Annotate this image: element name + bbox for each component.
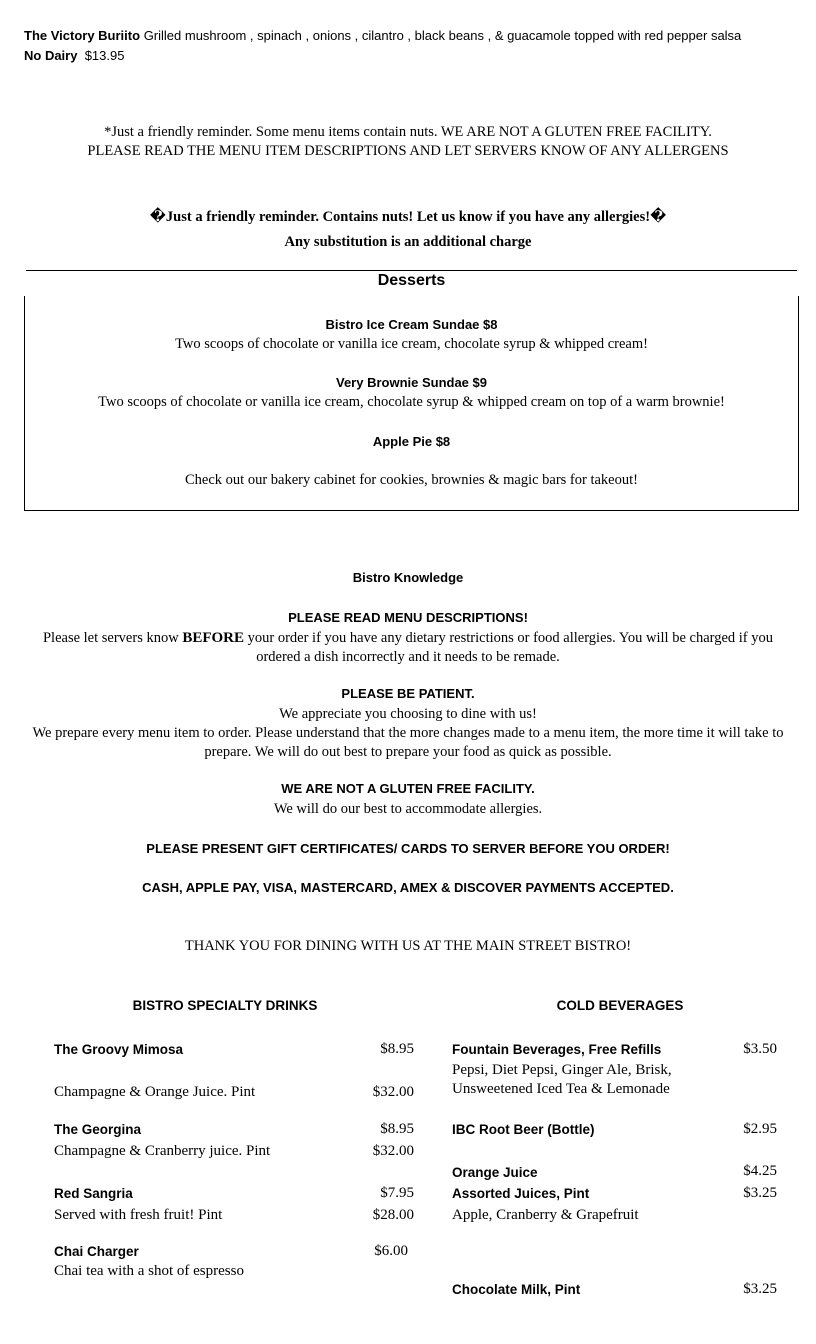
drink-name: Red Sangria xyxy=(54,1186,133,1201)
cold-beverages-title: COLD BEVERAGES xyxy=(556,998,684,1013)
drink-price: $8.95 xyxy=(380,1121,414,1137)
beverage-name: Chocolate Milk, Pint xyxy=(452,1282,581,1297)
beverage-name: Assorted Juices, Pint xyxy=(452,1186,590,1201)
burrito-item xyxy=(24,26,804,66)
beverage-price: $3.25 xyxy=(743,1185,777,1201)
knowledge-heading-gift: PLEASE PRESENT GIFT CERTIFICATES/ CARDS TO SERVER BEFORE YOU ORDER! xyxy=(146,841,670,856)
knowledge-para-before-pre: Please let servers know xyxy=(42,630,183,646)
knowledge-para-appreciate: We appreciate you choosing to dine with us! xyxy=(279,706,537,722)
knowledge-para-before xyxy=(30,629,786,667)
beverage-price: $2.95 xyxy=(743,1121,777,1137)
allergy-notice-line2: PLEASE READ THE MENU ITEM DESCRIPTIONS AND LET SERVERS KNOW OF ANY ALLERGENS xyxy=(87,143,729,159)
beverage-price: $3.50 xyxy=(743,1041,777,1057)
dessert-item-desc: Two scoops of chocolate or vanilla ice cream, chocolate syrup & whipped cream on top of a warm brownie! xyxy=(98,394,725,410)
drink-desc: Champagne & Orange Juice. Pint xyxy=(54,1084,256,1100)
specialty-drinks-title: BISTRO SPECIALTY DRINKS xyxy=(132,998,318,1013)
burrito-tag: No Dairy xyxy=(24,48,78,63)
desserts-title: Desserts xyxy=(377,272,446,289)
dessert-note: Check out our bakery cabinet for cookies, brownies & magic bars for takeout! xyxy=(185,472,638,488)
dessert-item-name: Apple Pie $8 xyxy=(372,434,451,449)
drink-price: $6.00 xyxy=(374,1243,408,1259)
drink-pint-price: $32.00 xyxy=(372,1143,414,1159)
dessert-item-desc: Two scoops of chocolate or vanilla ice cream, chocolate syrup & whipped cream! xyxy=(175,336,648,352)
knowledge-heading-descriptions: PLEASE READ MENU DESCRIPTIONS! xyxy=(288,610,528,625)
burrito-name: The Victory Buriito xyxy=(24,28,141,43)
drink-name: The Groovy Mimosa xyxy=(54,1042,184,1057)
burrito-description: Grilled mushroom , spinach , onions , cilantro , black beans , & guacamole topped with red pepper salsa xyxy=(143,28,742,43)
drink-desc: Served with fresh fruit! Pint xyxy=(54,1207,223,1223)
beverage-price: $4.25 xyxy=(743,1163,777,1179)
drink-desc: Chai tea with a shot of espresso xyxy=(54,1263,244,1279)
reminder-block xyxy=(0,205,816,255)
drink-name: Chai Charger xyxy=(54,1244,139,1259)
dessert-item-name: Bistro Ice Cream Sundae $8 xyxy=(325,317,498,332)
drink-name: The Georgina xyxy=(54,1122,142,1137)
beverage-name: Fountain Beverages, Free Refills xyxy=(452,1042,662,1057)
allergy-notice xyxy=(0,123,816,161)
knowledge-heading-payments: CASH, APPLE PAY, VISA, MASTERCARD, AMEX & DISCOVER PAYMENTS ACCEPTED. xyxy=(142,880,674,895)
knowledge-heading-gluten: WE ARE NOT A GLUTEN FREE FACILITY. xyxy=(281,781,535,796)
reminder-line2: Any substitution is an additional charge xyxy=(284,234,532,250)
beverage-desc: Pepsi, Diet Pepsi, Ginger Ale, Brisk, Unsweetened Iced Tea & Lemonade xyxy=(452,1062,672,1097)
allergy-notice-line1: *Just a friendly reminder. Some menu items contain nuts. WE ARE NOT A GLUTEN FREE FACILITY. xyxy=(104,124,712,140)
desserts-box xyxy=(24,270,799,511)
burrito-price: $13.95 xyxy=(84,48,125,63)
knowledge-para-before-post: your order if you have any dietary restrictions or food allergies. You will be charged if you ordered a dish incorrectly and it needs to be remade. xyxy=(244,630,773,665)
knowledge-para-prepare: We prepare every menu item to order. Please understand that the more changes made to a menu item, the more time it will take to prepare. We will do out best to prepare your food as quick as possible. xyxy=(32,725,784,760)
dessert-item-name: Very Brownie Sundae $9 xyxy=(335,375,487,390)
drink-price: $8.95 xyxy=(380,1041,414,1057)
beverage-name: Orange Juice xyxy=(452,1165,538,1180)
beverage-desc: Apple, Cranberry & Grapefruit xyxy=(452,1207,639,1223)
drink-price: $7.95 xyxy=(380,1185,414,1201)
beverage-name: IBC Root Beer (Bottle) xyxy=(452,1122,595,1137)
beverage-price: $3.25 xyxy=(743,1281,777,1297)
reminder-line1: �Just a friendly reminder. Contains nuts! Let us know if you have any allergies!� xyxy=(149,209,667,225)
knowledge-heading-patient: PLEASE BE PATIENT. xyxy=(341,686,475,701)
drink-pint-price: $28.00 xyxy=(372,1207,414,1223)
knowledge-para-gluten: We will do our best to accommodate allergies. xyxy=(273,801,543,817)
drink-pint-price: $32.00 xyxy=(372,1084,414,1100)
drink-desc: Champagne & Cranberry juice. Pint xyxy=(54,1143,271,1159)
knowledge-para-before-bold: BEFORE xyxy=(182,630,244,646)
knowledge-title: Bistro Knowledge xyxy=(352,570,464,585)
thank-you-line: THANK YOU FOR DINING WITH US AT THE MAIN STREET BISTRO! xyxy=(184,938,632,954)
